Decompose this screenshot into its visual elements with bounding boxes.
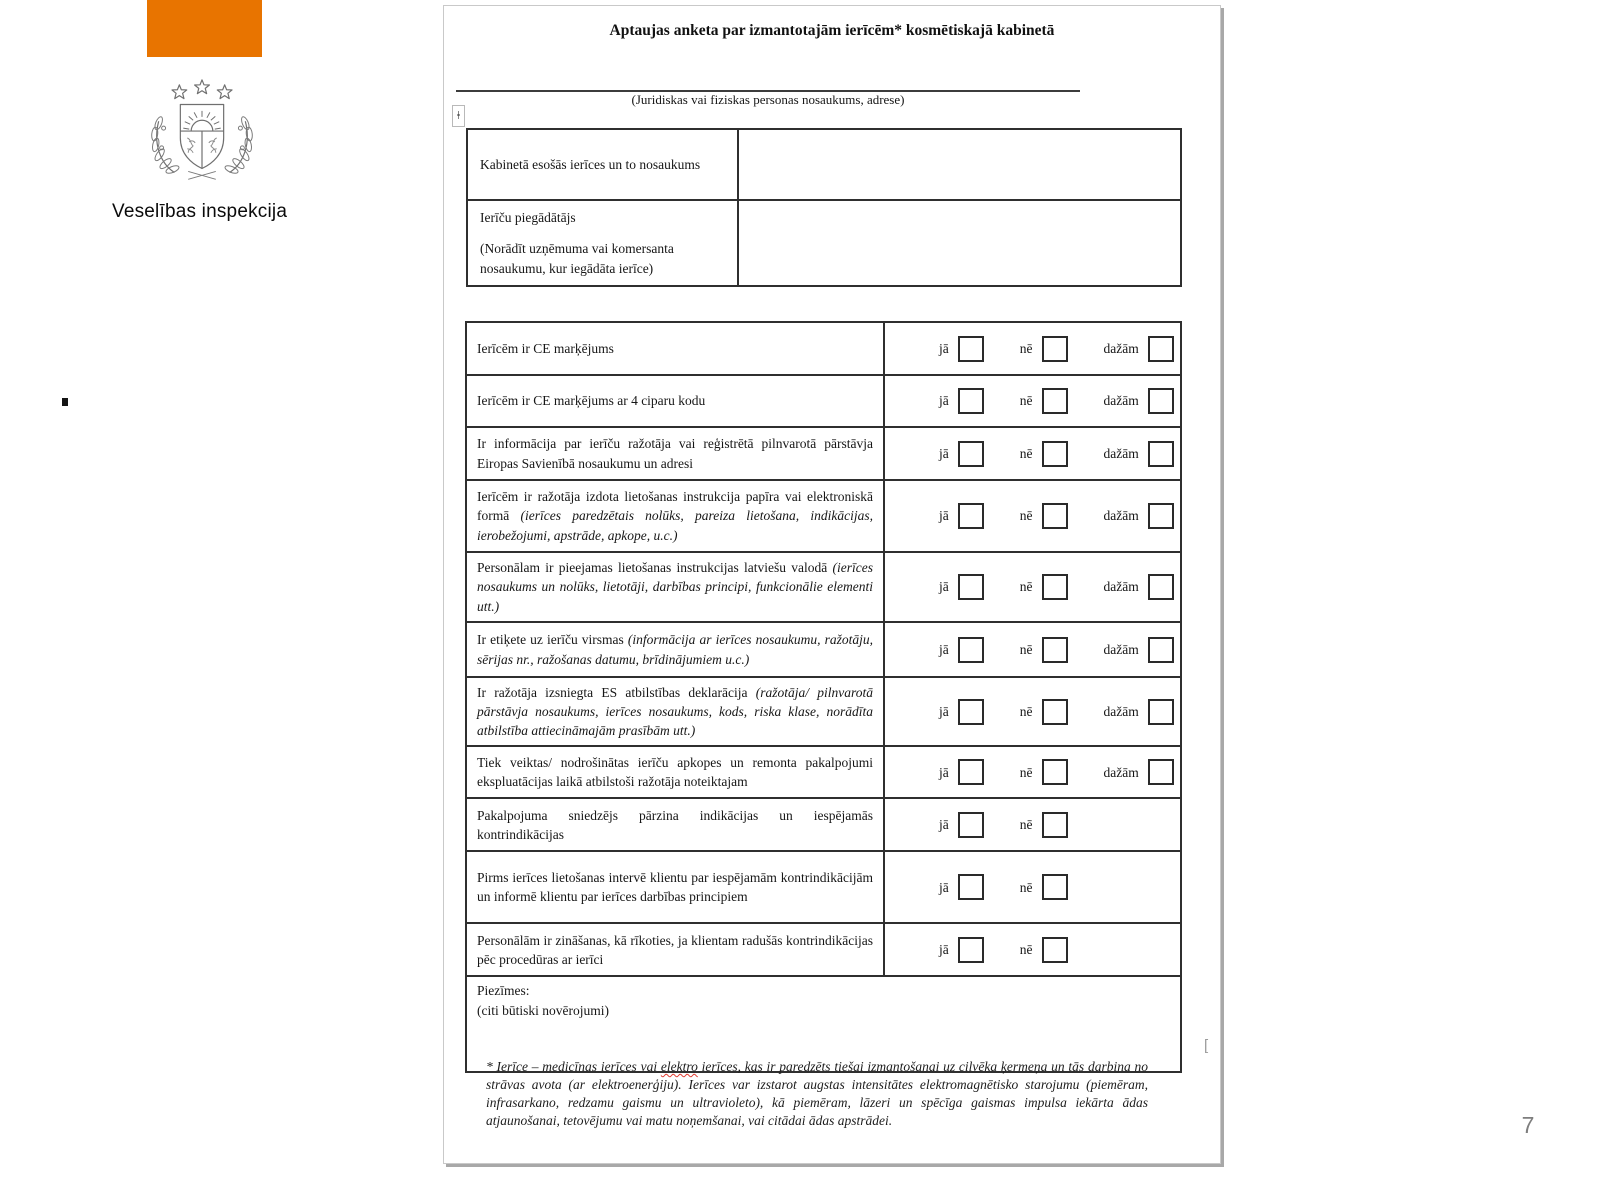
info-label-text: Ierīču piegādātājs — [480, 209, 576, 225]
question-cell — [466, 746, 884, 798]
question-text: Ierīcēm ir CE marķējums — [477, 340, 614, 356]
option-label: jā — [939, 764, 949, 780]
question-italic-text: (ražotāja/ pilnvarotā pārstāvja nosaukums, ierīces nosaukums, kods, riska klase, norādīta atbilstība attiecināmajām prasībām utt.) — [477, 685, 873, 739]
checkbox[interactable] — [1042, 874, 1068, 900]
option-label: dažām — [1103, 393, 1139, 409]
checkbox[interactable] — [1148, 388, 1174, 414]
answers-cell — [884, 427, 1181, 480]
accent-rectangle — [147, 0, 262, 57]
answer-option — [1020, 388, 1068, 414]
answer-option — [939, 574, 984, 600]
checkbox[interactable] — [1042, 699, 1068, 725]
answer-option — [1020, 812, 1068, 838]
answer-options — [885, 336, 1180, 362]
question-cell — [466, 622, 884, 677]
answer-option — [1104, 336, 1174, 362]
answer-options — [885, 441, 1180, 467]
answer-option — [939, 336, 984, 362]
question-italic-text: (ierīces nosaukums un nolūks, lietotāji, darbības principi, funkcionālie elementi utt.) — [477, 560, 873, 614]
option-label: dažām — [1103, 508, 1139, 524]
notes-sublabel: (citi būtiski novērojumi) — [477, 1002, 609, 1018]
question-cell — [466, 923, 884, 976]
checkbox[interactable] — [1148, 441, 1174, 467]
option-label: nē — [1019, 704, 1033, 720]
checkbox[interactable] — [958, 441, 984, 467]
answer-option — [1104, 759, 1174, 785]
checklist-row — [466, 427, 1181, 480]
answer-options — [885, 574, 1180, 600]
option-label: nē — [1019, 879, 1033, 895]
question-cell — [466, 375, 884, 427]
answers-cell — [884, 322, 1181, 375]
checkbox[interactable] — [1042, 441, 1068, 467]
option-label: dažām — [1103, 704, 1139, 720]
answer-option — [1104, 388, 1174, 414]
answer-options — [885, 759, 1180, 785]
option-label: nē — [1019, 641, 1033, 657]
answer-options — [885, 874, 1180, 900]
option-label: jā — [939, 817, 949, 833]
answer-options — [885, 503, 1180, 529]
checklist-table — [465, 321, 1182, 1073]
answer-option — [939, 699, 984, 725]
answer-option — [1020, 574, 1068, 600]
checkbox[interactable] — [1042, 759, 1068, 785]
question-cell — [466, 851, 884, 923]
devices-value-cell[interactable] — [738, 129, 1181, 200]
question-cell — [466, 427, 884, 480]
option-label: jā — [939, 508, 949, 524]
question-text: Pirms ierīces lietošanas intervē klientu par iespējamām kontrindikācijām un informē klientu par ierīces darbības principiem — [477, 870, 873, 905]
option-label: nē — [1019, 817, 1033, 833]
question-cell — [466, 677, 884, 746]
question-text: Personālām ir zināšanas, kā rīkoties, ja klientam radušās kontrindikācijas pēc procedūras ar ierīci — [477, 932, 873, 967]
checkbox[interactable] — [958, 759, 984, 785]
answer-option — [1020, 937, 1068, 963]
answer-option — [939, 937, 984, 963]
checkbox[interactable] — [1042, 937, 1068, 963]
anchor-icon: ǂ — [452, 105, 465, 127]
option-label: nē — [1019, 942, 1033, 958]
question-cell — [466, 552, 884, 622]
answer-option — [1020, 874, 1068, 900]
option-label: jā — [939, 445, 949, 461]
answers-cell — [884, 798, 1181, 851]
answers-cell — [884, 923, 1181, 976]
coat-of-arms-logo — [138, 76, 266, 198]
question-cell — [466, 480, 884, 552]
slide-page-number: 7 — [1521, 1112, 1535, 1138]
option-label: jā — [939, 641, 949, 657]
checklist-row — [466, 677, 1181, 746]
answers-cell — [884, 746, 1181, 798]
checkbox[interactable] — [958, 874, 984, 900]
answer-option — [939, 441, 984, 467]
question-text: Tiek veiktas/ nodrošinātas ierīču apkopes un remonta pakalpojumi ekspluatācijas laikā atbilstoši ražotāja noteiktajam — [477, 755, 873, 790]
coat-of-arms-icon — [138, 76, 266, 198]
answer-option — [939, 874, 984, 900]
answer-option — [1020, 441, 1068, 467]
answers-cell — [884, 480, 1181, 552]
checklist-row — [466, 798, 1181, 851]
answers-cell — [884, 851, 1181, 923]
checkbox[interactable] — [958, 574, 984, 600]
checkbox[interactable] — [1148, 503, 1174, 529]
answer-option — [1020, 336, 1068, 362]
option-label: jā — [939, 340, 949, 356]
checkbox[interactable] — [1042, 812, 1068, 838]
info-label-devices — [467, 129, 738, 200]
question-text: Ir ražotāja izsniegta ES atbilstības deklarācija — [477, 685, 756, 700]
question-text: Ierīcēm ir CE marķējums ar 4 ciparu kodu — [477, 393, 706, 409]
question-italic-text: (ierīces paredzētais nolūks, pareiza lietošana, indikācijas, ierobežojumi, apstrāde, apkope, u.c.) — [477, 508, 874, 543]
footnote-misspelled-word: elektro — [660, 1059, 698, 1074]
checkbox[interactable] — [958, 503, 984, 529]
checkbox[interactable] — [1148, 336, 1174, 362]
answers-cell — [884, 677, 1181, 746]
option-label: jā — [939, 879, 949, 895]
checkbox[interactable] — [1042, 574, 1068, 600]
table-row — [467, 129, 1181, 200]
answers-cell — [884, 622, 1181, 677]
option-label: dažām — [1103, 641, 1139, 657]
document-page — [443, 5, 1221, 1164]
answer-option — [1104, 503, 1174, 529]
checkbox[interactable] — [958, 336, 984, 362]
name-address-caption: (Juridiskas vai fiziskas personas nosaukums, adrese) — [631, 92, 905, 107]
answer-option — [939, 503, 984, 529]
checkbox[interactable] — [1042, 637, 1068, 663]
option-label: dažām — [1103, 340, 1139, 356]
answer-option — [1104, 699, 1174, 725]
answer-option — [1020, 759, 1068, 785]
checkbox[interactable] — [1148, 637, 1174, 663]
checklist-row — [466, 923, 1181, 976]
option-label: jā — [939, 579, 949, 595]
name-address-blank-line[interactable] — [456, 66, 1080, 92]
checklist-row — [466, 375, 1181, 427]
checkbox[interactable] — [958, 699, 984, 725]
option-label: jā — [939, 393, 949, 409]
checkbox[interactable] — [1148, 759, 1174, 785]
checklist-row — [466, 622, 1181, 677]
checkbox[interactable] — [958, 388, 984, 414]
checkbox[interactable] — [1042, 388, 1068, 414]
footnote-part1: * Ierīce – medicīnas ierīces vai — [486, 1059, 661, 1074]
question-text: Pakalpojuma sniedzējs pārzina indikācijas un iespējamās kontrindikācijas — [477, 807, 873, 842]
option-label: nē — [1019, 393, 1033, 409]
checkbox[interactable] — [1042, 503, 1068, 529]
question-cell — [466, 798, 884, 851]
option-label: dažām — [1103, 764, 1139, 780]
question-text: Ierīcēm ir ražotāja izdota lietošanas instrukcija papīra vai elektroniskā formā — [477, 489, 873, 524]
option-label: nē — [1019, 579, 1033, 595]
answer-options — [885, 637, 1180, 663]
option-label: nē — [1019, 764, 1033, 780]
option-label: nē — [1019, 445, 1033, 461]
answer-options — [885, 699, 1180, 725]
checkbox[interactable] — [958, 812, 984, 838]
answer-option — [1104, 441, 1174, 467]
checkbox[interactable] — [1148, 699, 1174, 725]
checkbox[interactable] — [958, 637, 984, 663]
answer-option — [939, 759, 984, 785]
answer-option — [1020, 503, 1068, 529]
checklist-row — [466, 480, 1181, 552]
question-italic-text: (informācija ar ierīces nosaukumu, ražotāju, sērijas nr., ražošanas datumu, brīdinājumiem u.c.) — [477, 632, 873, 667]
answers-cell — [884, 552, 1181, 622]
answers-cell — [884, 375, 1181, 427]
checklist-row — [466, 746, 1181, 798]
checklist-row — [466, 552, 1181, 622]
document-title: Aptaujas anketa par izmantotajām ierīcēm* kosmētiskajā kabinetā — [609, 22, 1055, 39]
checklist-row — [466, 322, 1181, 375]
checkbox[interactable] — [958, 937, 984, 963]
answer-options — [885, 937, 1180, 963]
question-text: Personālam ir pieejamas lietošanas instrukcijas latviešu valodā — [477, 560, 833, 576]
answer-option — [1104, 637, 1174, 663]
footnote — [486, 1058, 1148, 1130]
answer-options — [885, 812, 1180, 838]
answer-option — [939, 637, 984, 663]
checklist-row — [466, 851, 1181, 923]
option-label: nē — [1019, 340, 1033, 356]
info-label-text: Kabinetā esošās ierīces un to nosaukums — [480, 156, 701, 172]
answer-option — [1104, 574, 1174, 600]
table-row — [467, 200, 1181, 286]
checkbox[interactable] — [1042, 336, 1068, 362]
notes-label: Piezīmes: — [477, 983, 530, 999]
footnote-part2: ierīces, kas ir paredzēts tiešai izmantošanai uz cilvēka ķermeņa un tās darbina no strāvas avota (ar elektroenerģiju). Ierīces var izstarot augstas intensitātes elektromagnētisko starojumu (piemēram, infrasarkano, redzamu gaismu un ultravioleto), kā piemēram, lāzeri un spēcīga gaismas impulsa iekārta ādas atjaunošanai, tetovējumu vai matu noņemšanai, vai citādai ādas apstrādei. — [486, 1059, 1148, 1128]
info-sublabel-text: (Norādīt uzņēmuma vai komersanta nosaukumu, kur iegādāta ierīce) — [480, 241, 674, 276]
option-label: dažām — [1103, 579, 1139, 595]
answer-option — [939, 812, 984, 838]
bullet-marker — [62, 398, 68, 406]
option-label: jā — [939, 704, 949, 720]
cell-corner-mark: [ — [1204, 1037, 1209, 1054]
info-label-supplier — [467, 200, 738, 286]
question-text: Ir informācija par ierīču ražotāja vai reģistrētā pilnvarotā pārstāvja Eiropas Savienībā nosaukumu un adresi — [477, 436, 873, 471]
option-label: dažām — [1103, 445, 1139, 461]
answer-option — [939, 388, 984, 414]
answer-options — [885, 388, 1180, 414]
question-text: Ir etiķete uz ierīču virsmas — [477, 632, 628, 648]
answer-option — [1020, 699, 1068, 725]
org-name-label: Veselības inspekcija — [112, 201, 288, 222]
supplier-value-cell[interactable] — [738, 200, 1181, 286]
question-cell — [466, 322, 884, 375]
answer-option — [1020, 637, 1068, 663]
device-info-table — [466, 128, 1182, 287]
option-label: jā — [939, 942, 949, 958]
option-label: nē — [1019, 508, 1033, 524]
checkbox[interactable] — [1148, 574, 1174, 600]
